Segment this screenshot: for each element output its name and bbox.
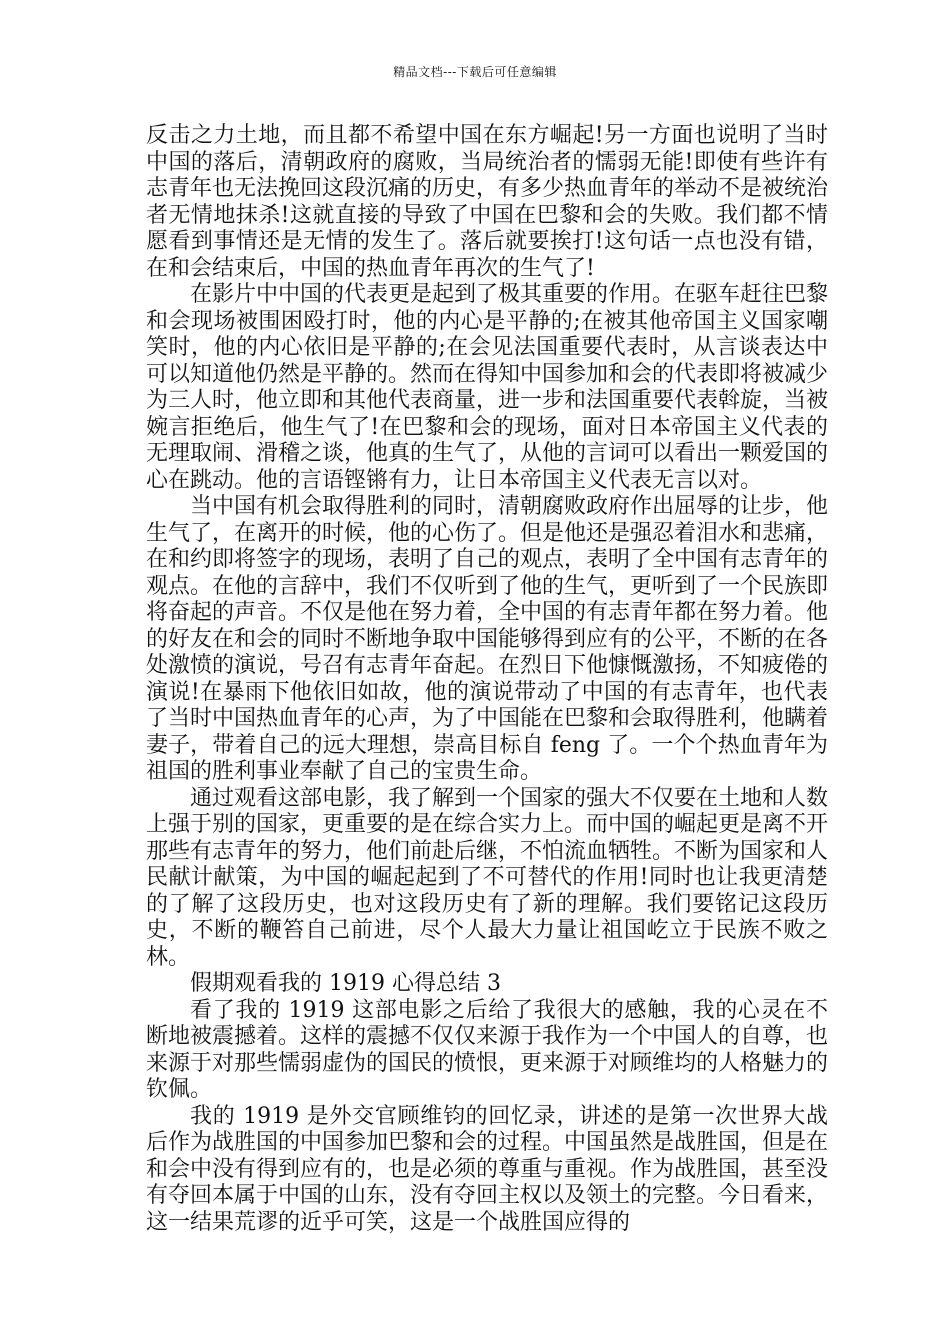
paragraph-6: 我的 1919 是外交官顾维钧的回忆录，讲述的是第一次世界大战后作为战胜国的中国参加巴黎和会的过程。中国虽然是战胜国，但是在和会中没有得到应有的，也是必须的尊重与重视。作为战胜国，甚至没有夺回本属于中国的山东，没有夺回主权以及领土的完整。今日看来，这一结果荒谬的近乎可笑，这是一个战胜国应得的 [146, 1103, 829, 1235]
paragraph-4: 通过观看这部电影，我了解到一个国家的强大不仅要在土地和人数上强于别的国家，更重要的是在综合实力上。而中国的崛起更是离不开那些有志青年的努力，他们前赴后继，不怕流血牺牲。不断为国家和人民献计献策，为中国的崛起起到了不可替代的作用!同时也让我更清楚的了解了这段历史，也对这段历史有了新的理解。我们要铭记这段历史，不断的鞭笞自己前进，尽个人最大力量让祖国屹立于民族不败之林。 [146, 785, 829, 970]
paragraph-5: 看了我的 1919 这部电影之后给了我很大的感触，我的心灵在不断地被震撼着。这样的震撼不仅仅来源于我作为一个中国人的自尊，也来源于对那些懦弱虚伪的国民的愤恨，更来源于对顾维均的人格魅力的钦佩。 [146, 997, 829, 1102]
section-title: 假期观看我的 1919 心得总结 3 [190, 971, 501, 996]
document-body [146, 123, 828, 1236]
page-header: 精品文档---下载后可任意编辑 [393, 65, 557, 79]
paragraph-1: 反击之力土地，而且都不希望中国在东方崛起!另一方面也说明了当时中国的落后，清朝政府的腐败，当局统治者的懦弱无能!即使有些许有志青年也无法挽回这段沉痛的历史，有多少热血青年的举动不是被统治者无情地抹杀!这就直接的导致了中国在巴黎和会的失败。我们都不情愿看到事情还是无情的发生了。落后就要挨打!这句话一点也没有错，在和会结束后，中国的热血青年再次的生气了! [146, 123, 829, 281]
paragraph-3: 当中国有机会取得胜利的同时，清朝腐败政府作出屈辱的让步，他生气了，在离开的时候，他的心伤了。但是他还是强忍着泪水和悲痛，在和约即将签字的现场，表明了自己的观点，表明了全中国有志青年的观点。在他的言辞中，我们不仅听到了他的生气，更听到了一个民族即将奋起的声音。不仅是他在努力着，全中国的有志青年都在努力着。他的好友在和会的同时不断地争取中国能够得到应有的公平，不断的在各处激愤的演说，号召有志青年奋起。在烈日下他慷慨激扬，不知疲倦的演说!在暴雨下他依旧如故，他的演说带动了中国的有志青年，也代表了当时中国热血青年的心声，为了中国能在巴黎和会取得胜利，他瞒着妻子，带着自己的远大理想，崇高目标自 feng 了。一个个热血青年为祖国的胜利事业奉献了自己的宝贵生命。 [146, 494, 829, 784]
paragraph-2: 在影片中中国的代表更是起到了极其重要的作用。在驱车赶往巴黎和会现场被围困殴打时，他的内心是平静的;在被其他帝国主义国家嘲笑时，他的内心依旧是平静的;在会见法国重要代表时，从言谈表达中可以知道他仍然是平静的。然而在得知中国参加和会的代表即将被减少为三人时，他立即和其他代表商量，进一步和法国重要代表斡旋，当被婉言拒绝后，他生气了!在巴黎和会的现场，面对日本帝国主义代表的无理取闹、滑稽之谈，他真的生气了，从他的言词可以看出一颗爱国的心在跳动。他的言语铿锵有力，让日本帝国主义代表无言以对。 [146, 282, 829, 493]
